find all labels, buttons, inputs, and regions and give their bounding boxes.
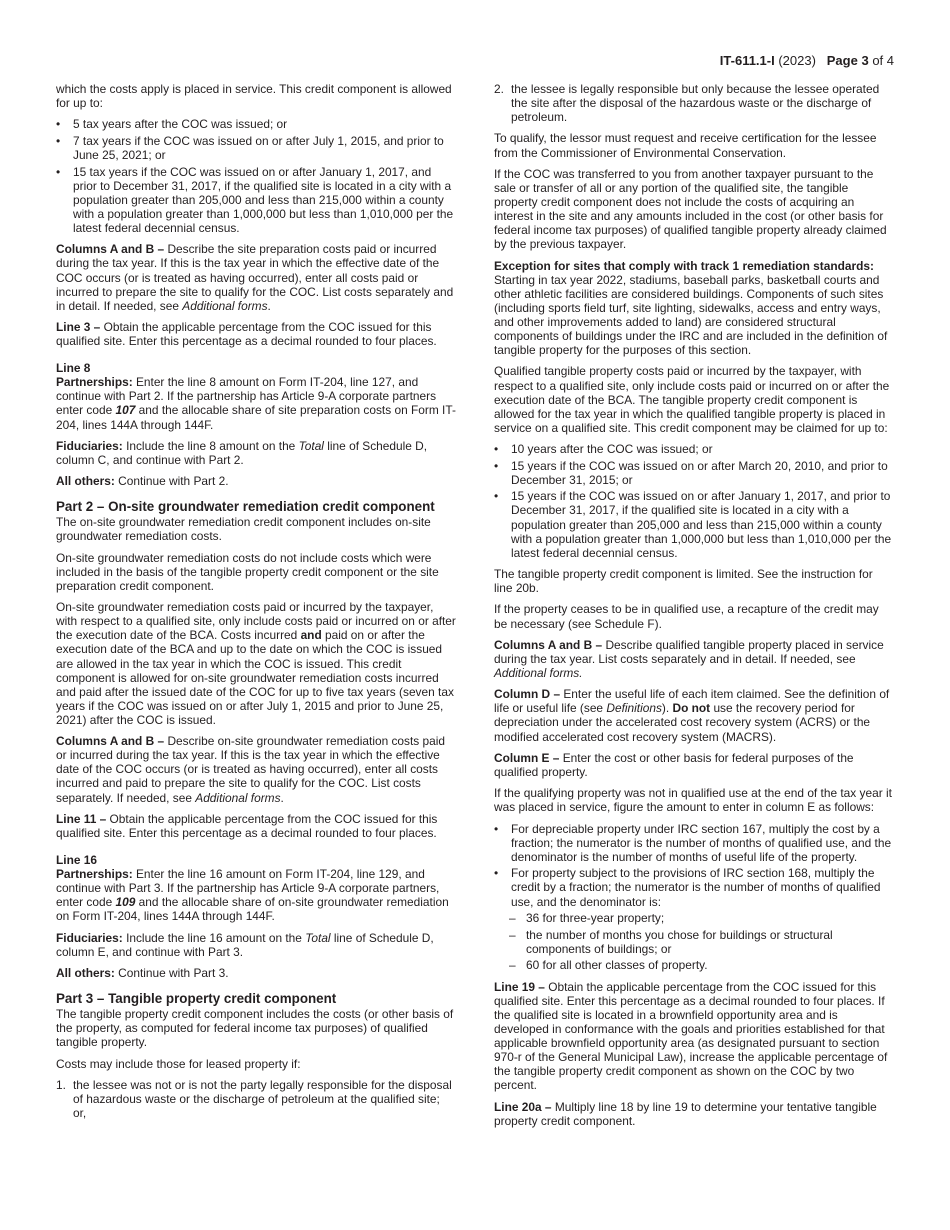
line-16-partnerships: Partnerships: Enter the line 16 amount on Form IT-204, line 129, and continue with Part 3. If the partnership has Article 9-A corporate partners, enter code 109 and the allocable share of on-site groundwater remediation on Form IT-204, lines 144A through 144F.	[56, 867, 449, 924]
list-item: 2. the lessee is legally responsible but only because the lessee operated the site after the disposal of the hazardous waste or the discharge of petroleum.	[494, 82, 880, 125]
list-item: • 5 tax years after the COC was issued; or	[56, 117, 456, 131]
list-item: • 7 tax years if the COC was issued on or after July 1, 2015, and prior to June 25, 2021; or	[56, 134, 456, 162]
part-2-paragraph: On-site groundwater remediation costs paid or incurred by the taxpayer, with respect to a qualified site, only include costs paid or incurred on or after the execution date of the BCA. Costs incurred and paid on or after the execution date of the BCA and up to the date on which the COC is issued are allowed in the tax year in which the COC is issued. This credit component is allowed for on-site groundwater remediation costs incurred and paid after the issued date of the COC for up to five tax years (seven tax years if the COC was issued on or after July 1, 2015 and prior to June 25, 2021) after the COC is issued.	[56, 600, 456, 727]
part-2-paragraph: The on-site groundwater remediation credit component includes on-site groundwater remediation costs.	[56, 515, 431, 544]
part-3-paragraph: The tangible property credit component includes the costs (or other basis of the property, as computed for federal income tax purposes) of qualified tangible property.	[56, 1007, 454, 1050]
page-label: Page 3	[826, 53, 869, 68]
leased-property-list-continued	[494, 82, 894, 124]
list-item: – 36 for three-year property;	[494, 911, 894, 925]
qualify-paragraph: To qualify, the lessor must request and receive certification for the lessee from the Commissioner of Environmental Conservation.	[494, 131, 877, 160]
page-header	[720, 54, 894, 68]
denominator-list	[494, 911, 894, 972]
columns-a-b-tangible: Columns A and B – Describe qualified tangible property placed in service during the tax year. List costs separately and in detail. If needed, see Additional forms.	[494, 637, 884, 680]
part-2-heading: Part 2 – On-site groundwater remediation credit component	[56, 499, 435, 515]
track-1-exception: Exception for sites that comply with track 1 remediation standards: Starting in tax year 2022, stadiums, baseball parks, basketball courts and other athletic facilities are considered buildings. Components of such sites (including sports field turf, site lighting, sidewalks, access and entry ways, and other improvements added to land) are considered structural components of buildings under the IRC and are included in the definition of tangible property for the purposes of this section.	[494, 258, 888, 358]
qualified-tangible-paragraph: Qualified tangible property costs paid or incurred by the taxpayer, with respect to a qualified site, only include costs paid or incurred on or after the execution date of the BCA. The tangible property credit component is allowed for the tax year in which the qualified tangible property is placed in service on a qualified site. This credit component may be claimed for up to:	[494, 364, 890, 435]
tax-years-list	[56, 117, 456, 235]
transfer-paragraph: If the COC was transferred to you from another taxpayer pursuant to the sale or transfer of all or any portion of the qualified site, the tangible property credit component does not include the costs of acquiring an interest in the site and any amounts included in the cost (or other basis for federal income tax purposes) of qualified tangible property already claimed by the previous taxpayer.	[494, 166, 887, 252]
leased-property-list	[56, 1078, 456, 1120]
part-3-heading: Part 3 – Tangible property credit component	[56, 991, 337, 1007]
list-item: – the number of months you chose for buildings or structural components of buildings; or	[494, 928, 894, 956]
part-3-paragraph: Costs may include those for leased property if:	[56, 1056, 301, 1071]
list-item: 1. the lessee was not or is not the party legally responsible for the disposal of hazardous waste or the discharge of petroleum at the qualified site; or,	[56, 1077, 452, 1121]
list-item: – 60 for all other classes of property.	[494, 958, 894, 972]
property-rules-list	[494, 822, 894, 909]
line-8-fiduciaries: Fiduciaries: Include the line 8 amount on the Total line of Schedule D, column C, and continue with Part 2.	[56, 438, 428, 467]
line-8-heading: Line 8	[56, 361, 91, 376]
columns-a-b-groundwater: Columns A and B – Describe on-site groundwater remediation costs paid or incurred during the tax year. If this is the tax year in which the effective date of the COC occurs (or is treated as having occurred), enter all costs incurred and paid to prepare the site to qualify for the COC. List costs separately. If needed, see Additional forms.	[56, 734, 446, 805]
list-item: • For property subject to the provisions of IRC section 168, multiply the credit by a fraction; the numerator is the number of months of qualified use, and the denominator is:	[494, 866, 894, 908]
list-item: • 15 tax years if the COC was issued on or after January 1, 2017, and prior to December 31, 2017, if the qualified site is located in a city with a population greater than 205,000 and less than 215,000 within a county with a population greater than 1,000,000 but less than 1,010,000 per the latest federal decennial census.	[56, 165, 456, 235]
page-total: of 4	[872, 53, 894, 68]
form-year: (2023)	[778, 53, 816, 68]
line-8-partnerships: Partnerships: Enter the line 8 amount on Form IT-204, line 127, and continue with Part 2. If the partnership has Article 9-A corporate partners enter code 107 and the allocable share of site preparation costs on Form IT-204, lines 144A through 144F.	[56, 375, 456, 432]
not-qualified-paragraph: If the qualifying property was not in qualified use at the end of the tax year it was placed in service, figure the amount to enter in column E as follows:	[494, 786, 892, 815]
line-16-fiduciaries: Fiduciaries: Include the line 16 amount on the Total line of Schedule D, column E, and continue with Part 3.	[56, 930, 434, 959]
list-item: • 10 years after the COC was issued; or	[494, 442, 894, 456]
list-item: • For depreciable property under IRC section 167, multiply the cost by a fraction; the numerator is the number of months of qualified use, and the denominator is the number of months of useful life of the property.	[494, 822, 894, 864]
column-e-instruction: Column E – Enter the cost or other basis for federal purposes of the qualified property.	[494, 750, 854, 779]
line-3-instruction: Line 3 – Obtain the applicable percentage from the COC issued for this qualified site. Enter this percentage as a decimal rounded to four places.	[56, 319, 437, 349]
part-2-paragraph: On-site groundwater remediation costs do not include costs which were included in the basis of the tangible property credit component or the site preparation credit component.	[56, 550, 439, 593]
line-16-heading: Line 16	[56, 853, 97, 867]
line-20a-instruction: Line 20a – Multiply line 18 by line 19 to determine your tentative tangible property credit component.	[494, 1099, 877, 1128]
recapture-paragraph: If the property ceases to be in qualified use, a recapture of the credit may be necessary (see Schedule F).	[494, 602, 879, 631]
line-8-all-others: All others: Continue with Part 2.	[56, 474, 229, 489]
limited-paragraph: The tangible property credit component is limited. See the instruction for line 20b.	[494, 567, 873, 596]
intro-paragraph: which the costs apply is placed in service. This credit component is allowed for up to:	[56, 82, 452, 111]
right-column	[494, 82, 894, 1135]
line-19-instruction: Line 19 – Obtain the applicable percentage from the COC issued for this qualified site. Enter this percentage as a decimal rounded to four places. If the qualified site is located in a brownfield opportunity area and is developed in conformance with the goals and priorities established for that applicable brownfield opportunity area (as designated pursuant to section 970-r of the General Municipal Law), increase the applicable percentage of the tangible property credit component as shown on the COC by two percent.	[494, 979, 888, 1093]
list-item: • 15 years if the COC was issued on or after January 1, 2017, and prior to December 31, 2017, if the qualified site is located in a city with a population greater than 205,000 and less than 215,000 within a county with a population greater than 1,000,000 but less than 1,010,000 per the latest federal decennial census.	[494, 489, 894, 559]
column-d-instruction: Column D – Enter the useful life of each item claimed. See the definition of life or useful life (see Definitions). Do not use the recovery period for depreciation under the accelerated cost recovery system (ACRS) or the modified accelerated cost recovery system (MACRS).	[494, 687, 890, 744]
form-id: IT-611.1-I	[719, 53, 775, 68]
left-column	[56, 82, 456, 1127]
list-item: • 15 years if the COC was issued on or after March 20, 2010, and prior to December 31, 2015; or	[494, 459, 894, 487]
columns-a-b-site-prep: Columns A and B – Describe the site preparation costs paid or incurred during the tax year. If this is the tax year in which the effective date of the COC occurs (or is treated as having occurred), enter all costs paid or incurred to prepare the site to qualify for the COC. List costs separately and in detail. If needed, see Additional forms.	[56, 242, 454, 313]
claim-years-list	[494, 442, 894, 560]
line-16-all-others: All others: Continue with Part 3.	[56, 966, 229, 981]
line-11-instruction: Line 11 – Obtain the applicable percentage from the COC issued for this qualified site. Enter this percentage as a decimal rounded to four places.	[56, 811, 438, 840]
